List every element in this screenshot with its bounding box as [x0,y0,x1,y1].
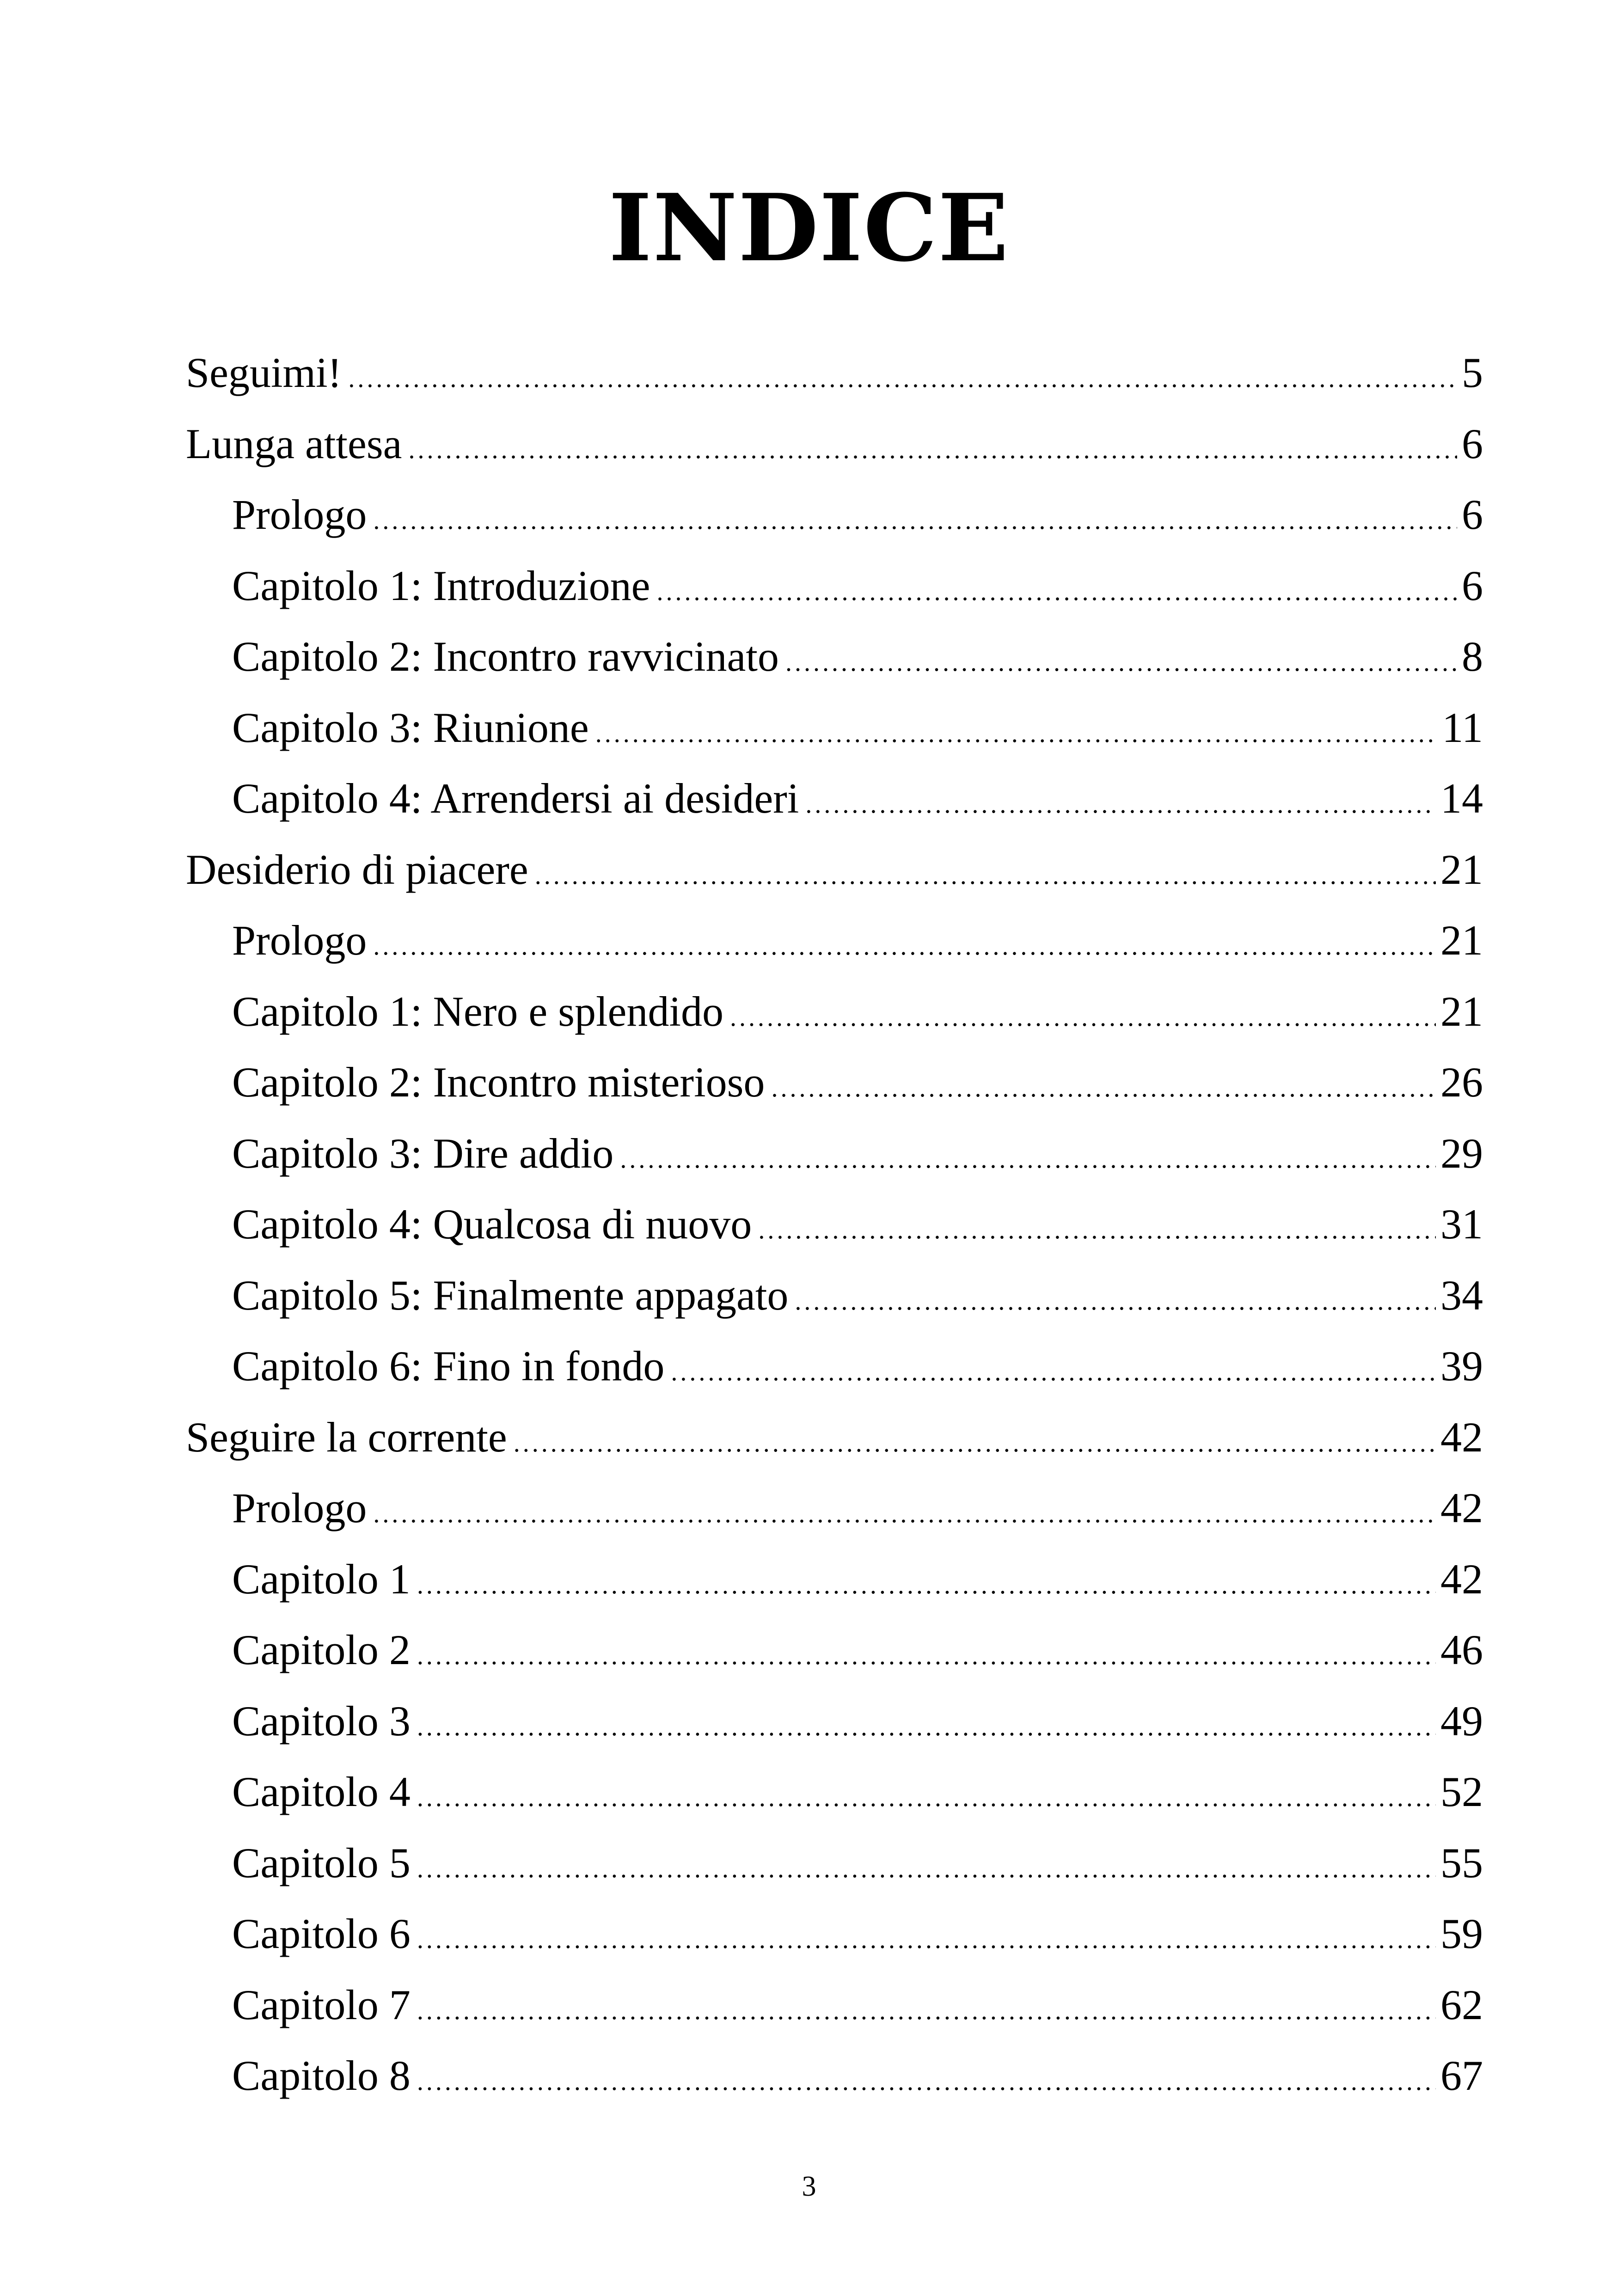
toc-dot-leader [417,1834,1436,1905]
toc-dot-leader [373,485,1457,557]
toc-entry[interactable] [186,1686,1483,1757]
toc-dot-leader [671,1337,1436,1408]
toc-dot-leader [805,769,1436,840]
toc-entry[interactable] [186,1189,1483,1260]
toc-entry-label: Capitolo 6 [232,1910,411,1957]
toc-dot-leader [657,557,1457,628]
toc-entry[interactable] [186,1898,1483,1970]
toc-entry[interactable] [186,1331,1483,1402]
toc-dot-leader [785,627,1457,698]
toc-entry[interactable] [186,976,1483,1047]
toc-entry-label: Seguire la corrente [186,1413,507,1461]
toc-entry-label: Capitolo 7 [232,1981,411,2028]
toc-entry[interactable] [186,905,1483,976]
toc-entry-label: Prologo [232,1484,367,1531]
toc-dot-leader [730,982,1436,1053]
toc-entry-page: 5 [1462,349,1483,396]
toc-entry[interactable] [186,2040,1483,2112]
toc-entry-page: 8 [1462,633,1483,680]
toc-entry[interactable] [186,1260,1483,1331]
toc-entry-page: 59 [1440,1910,1483,1957]
toc-entry-page: 21 [1440,845,1483,893]
toc-dot-leader [417,1904,1436,1976]
toc-entry-label: Capitolo 3 [232,1697,411,1745]
toc-entry-page: 46 [1440,1626,1483,1673]
toc-entry-label: Capitolo 1: Nero e splendido [232,987,723,1035]
toc-dot-leader [595,698,1438,770]
toc-entry[interactable] [186,692,1483,764]
toc-entry-label: Lunga attesa [186,420,402,467]
toc-dot-leader [417,1763,1436,1834]
toc-entry-page: 42 [1440,1555,1483,1603]
toc-entry-page: 42 [1440,1484,1483,1531]
toc-dot-leader [417,1550,1436,1621]
toc-entry[interactable] [186,1473,1483,1544]
toc-entry-page: 29 [1440,1129,1483,1177]
toc-dot-leader [417,1621,1436,1692]
toc-entry[interactable] [186,409,1483,480]
toc-dot-leader [771,1053,1436,1124]
toc-entry-page: 6 [1462,491,1483,538]
toc-dot-leader [373,1479,1436,1550]
toc-entry-page: 67 [1440,2052,1483,2099]
toc-entry-label: Capitolo 8 [232,2052,411,2099]
page-title: INDICE [608,174,1010,282]
toc-entry-label: Seguimi! [186,349,342,396]
toc-entry[interactable] [186,1615,1483,1686]
toc-entry[interactable] [186,1118,1483,1189]
toc-entry-label: Capitolo 5 [232,1839,411,1886]
toc-entry-page: 26 [1440,1059,1483,1106]
toc-entry-page: 52 [1440,1768,1483,1815]
toc-entry-label: Desiderio di piacere [186,845,528,893]
toc-entry-label: Capitolo 2: Incontro misterioso [232,1059,765,1106]
toc-entry-label: Capitolo 5: Finalmente appagato [232,1271,789,1319]
toc-entry-page: 21 [1440,987,1483,1035]
toc-entry-page: 34 [1440,1271,1483,1319]
toc-entry-label: Capitolo 3: Riunione [232,704,589,751]
toc-dot-leader [417,2046,1436,2118]
toc-entry-label: Prologo [232,491,367,538]
toc-entry-label: Capitolo 4: Qualcosa di nuovo [232,1200,752,1248]
toc-entry-page: 55 [1440,1839,1483,1886]
toc-entry-label: Capitolo 4 [232,1768,411,1815]
toc-entry[interactable] [186,834,1483,906]
toc-entry[interactable] [186,479,1483,551]
toc-entry-label: Capitolo 6: Fino in fondo [232,1342,665,1390]
toc-dot-leader [417,1692,1436,1763]
toc-entry-label: Capitolo 2 [232,1626,411,1673]
toc-entry-page: 21 [1440,917,1483,964]
toc-entry-label: Capitolo 2: Incontro ravvicinato [232,633,779,680]
page-number: 3 [802,2171,816,2202]
toc-entry[interactable] [186,1544,1483,1615]
toc-entry-page: 49 [1440,1697,1483,1745]
toc-entry[interactable] [186,1970,1483,2041]
toc-entry-page: 42 [1440,1413,1483,1461]
toc-entry[interactable] [186,621,1483,692]
toc-entry-page: 31 [1440,1200,1483,1248]
toc-entry-label: Capitolo 3: Dire addio [232,1129,614,1177]
toc-dot-leader [758,1195,1436,1266]
toc-entry[interactable] [186,1757,1483,1828]
toc-entry[interactable] [186,1402,1483,1473]
toc-entry-page: 62 [1440,1981,1483,2028]
toc-dot-leader [795,1266,1436,1337]
toc-dot-leader [417,1976,1436,2047]
toc-dot-leader [535,840,1436,912]
toc-entry[interactable] [186,1047,1483,1118]
toc-entry-page: 14 [1440,775,1483,822]
toc-entry[interactable] [186,763,1483,834]
toc-dot-leader [408,415,1457,486]
toc-dot-leader [620,1124,1436,1195]
toc-entry-label: Capitolo 1: Introduzione [232,562,650,609]
toc-entry-label: Capitolo 4: Arrendersi ai desideri [232,775,799,822]
toc-dot-leader [348,343,1457,415]
table-of-contents [186,337,1483,2112]
toc-entry-page: 39 [1440,1342,1483,1390]
toc-dot-leader [514,1408,1436,1479]
toc-entry[interactable] [186,337,1483,409]
toc-entry[interactable] [186,551,1483,622]
toc-entry-label: Capitolo 1 [232,1555,411,1603]
toc-entry-label: Prologo [232,917,367,964]
toc-entry[interactable] [186,1828,1483,1899]
toc-entry-page: 11 [1442,704,1483,751]
toc-dot-leader [373,911,1436,982]
toc-entry-page: 6 [1462,562,1483,609]
toc-entry-page: 6 [1462,420,1483,467]
